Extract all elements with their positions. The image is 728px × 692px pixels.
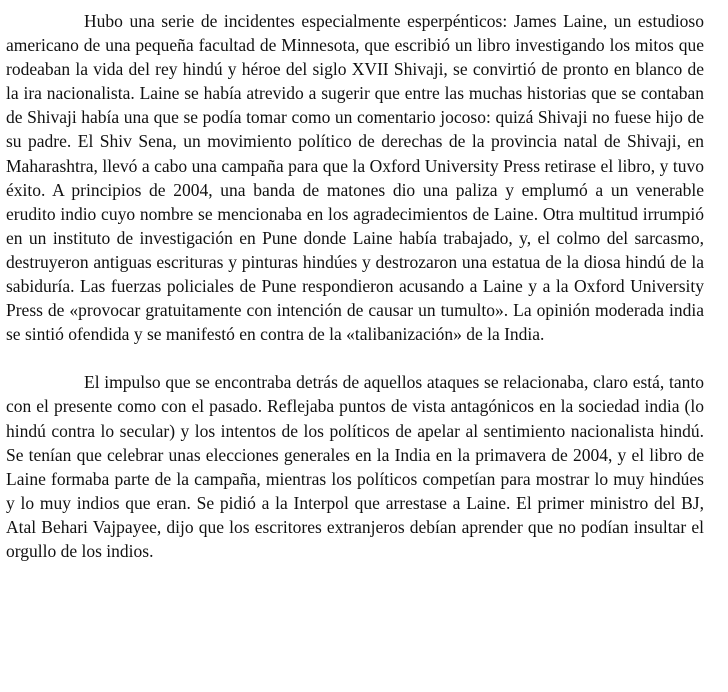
- paragraph-1-text: Hubo una serie de incidentes especialmente esperpénticos: James Laine, un estudioso americano de una pequeña facultad de Minnesota, que escribió un libro investigando los mitos que rodeaban la vida del rey hindú y héroe del siglo XVII Shivaji, se convirtió de pronto en blanco de la ira nacionalista. Laine se había atrevido a sugerir que entre las muchas historias que se contaban de Shivaji había una que se podía tomar como un comentario jocoso: quizá Shivaji no fuese hijo de su padre. El Shiv Sena, un movimiento político de derechas de la provincia natal de Shivaji, en Maharashtra, llevó a cabo una campaña para que la Oxford University Press retirase el libro, y tuvo éxito. A principios de 2004, una banda de matones dio una paliza y emplumó a un venerable erudito indio cuyo nombre se mencionaba en los agradecimientos de Laine. Otra multitud irrumpió en un instituto de investigación en Pune donde Laine había trabajado, y, el colmo del sarcasmo, destruyeron antiguas escrituras y pinturas hindúes y destrozaron una estatua de la diosa hindú de la sabiduría. Las fuerzas policiales de Pune respondieron acusando a Laine y a la Oxford University Press de «provocar gratuitamente con intención de causar un tumulto». La opinión moderada india se sintió ofendida y se manifestó en contra de la «talibanización» de la India.: [6, 11, 704, 345]
- paragraph-2-text: El impulso que se encontraba detrás de aquellos ataques se relacionaba, claro está, tanto con el presente como con el pasado. Reflejaba puntos de vista antagónicos en la sociedad india (lo hindú contra lo secular) y los intentos de los políticos de apelar al sentimiento nacionalista hindú. Se tenían que celebrar unas elecciones generales en la India en la primavera de 2004, y el libro de Laine formaba parte de la campaña, mientras los políticos competían para mostrar lo muy hindúes y lo muy indios que eran. Se pidió a la Interpol que arrestase a Laine. El primer ministro del BJ, Atal Behari Vajpayee, dijo que los escritores extranjeros debían aprender que no podían insultar el orgullo de los indios.: [6, 372, 704, 561]
- paragraph-2: [6, 370, 704, 563]
- paragraph-1: [6, 9, 704, 346]
